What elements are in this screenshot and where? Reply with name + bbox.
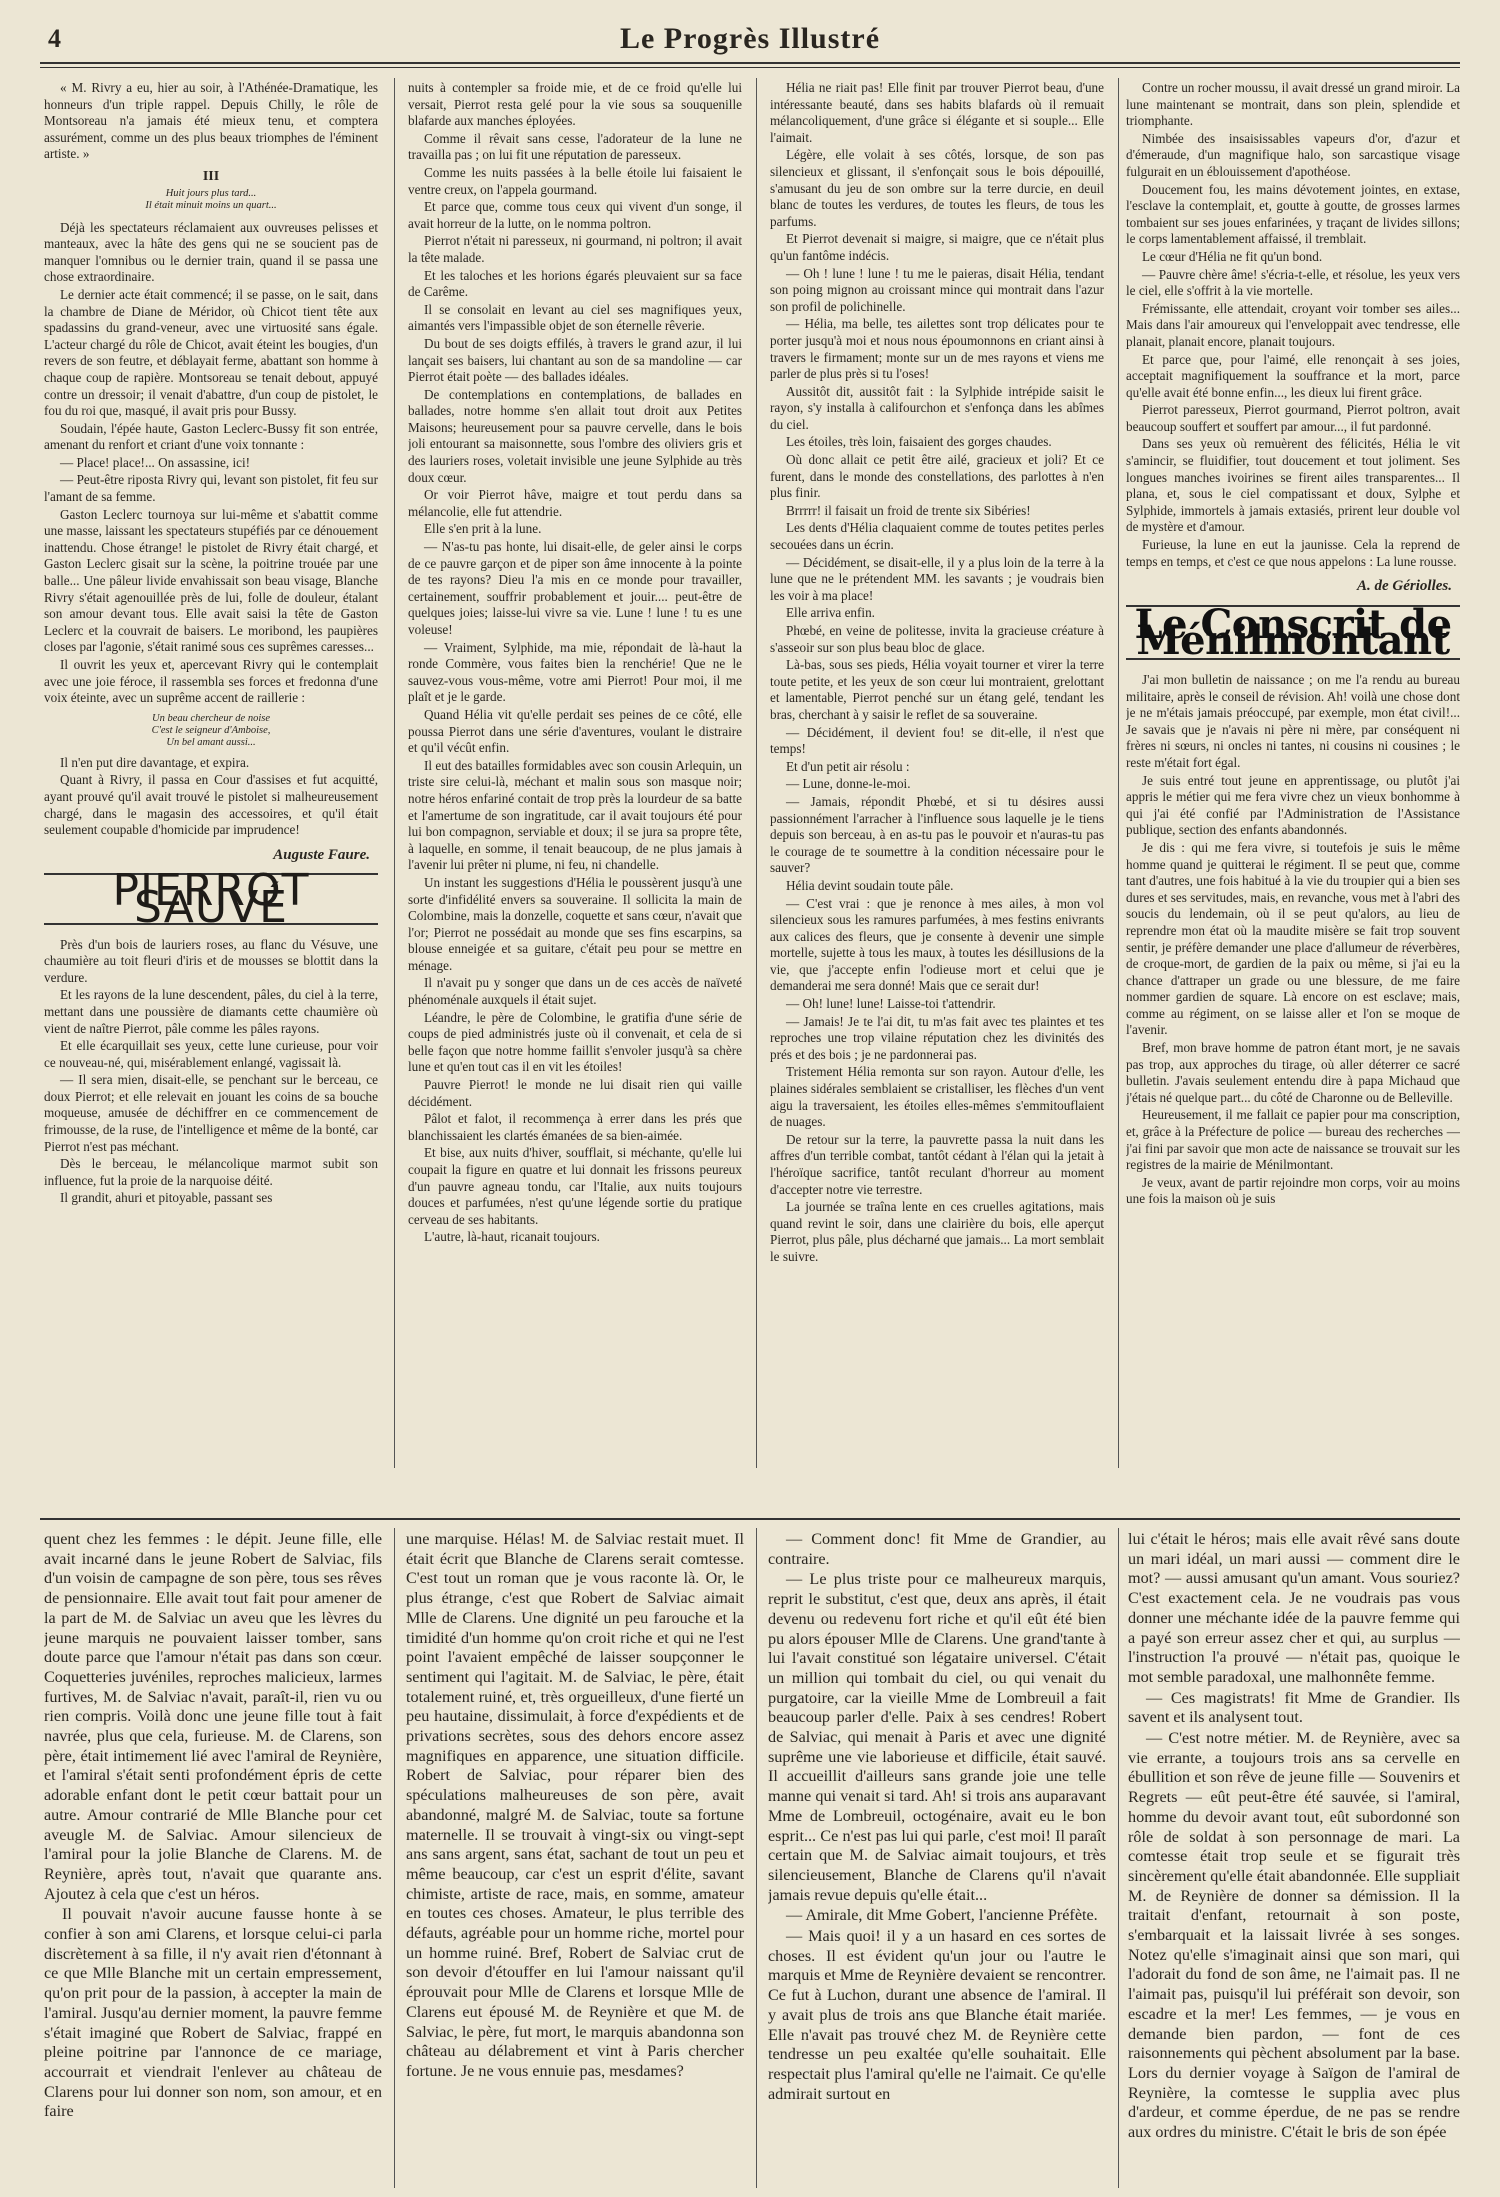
paragraph: Et d'un petit air résolu : (786, 758, 910, 774)
paragraph: Frémissante, elle attendait, croyant voir tomber ses ailes... Mais dans l'air amoureux qui l'enveloppait avec tendresse, elle planait, planait encore, planait toujours. (1126, 300, 1460, 349)
paragraph: Et les taloches et les horions égarés pleuvaient sur sa face de Carême. (408, 267, 742, 300)
paragraph: Il ouvrit les yeux et, apercevant Rivry qui le contemplait avec une joie féroce, il rassembla ses forces et fredonna d'une voix éteinte, avec un suprême accent de raillerie : (44, 657, 378, 706)
paragraph: Il pouvait n'avoir aucune fausse honte à se confier à son ami Clarens, et lorsque celui-ci parla discrètement à sa fille, il n'y avait rien d'étonnant à ce que Mlle Blanche mit un certain empressement, qu'on prit pour de la passion, à accepter la main de l'amiral. Jusqu'au dernier moment, la pauvre femme s'était imaginé que Robert de Salviac, frappé en pleine poitrine par l'annonce de ce mariage, accourrait et viendrait l'enlever au château de Clarens pour lui donner son nom, son amour, et en faire (44, 1905, 382, 2121)
story-title: PIERROT SAUVÉ (112, 865, 310, 933)
paragraph: Pauvre Pierrot! le monde ne lui disait rien qui vaille décidément. (408, 1077, 742, 1109)
paragraph: Les étoiles, très loin, faisaient des gorges chaudes. (786, 434, 1052, 450)
paragraph: Je dis : qui me fera vivre, si toutefois je suis le même homme quand je quitterai le régiment. Il se peut que, comme tant d'autres, une fois habitué à la vie du troupier qui a bien ses dures et ses servitudes, mais, en revanche, vous met à l'abri des soucis du lendemain, où il se peut qu'alors, au lieu de reprendre mon état où la maudite misère se fait trop souvent sentir, je préfère demander une place d'allumeur de réverbères, de croque-mort, de gardien de la paix ou même, si j'ai eu la chance d'attraper un grade ou une blessure, de me faire nommer gardien de square. Là encore on est esclave; mais, comme au régiment, on se laisse aller et l'on se moque de l'avenir. (1126, 839, 1460, 1038)
paragraph: lui c'était le héros; mais elle avait rêvé sans doute un mari idéal, un mari aussi — comment dire le mot? — aussi amusant qu'un amant. Vous souriez? C'est exactement cela. Je ne voudrais pas vous donner une méchante idée de la pauvre femme qui a payé son erreur assez cher et qui, au surplus —l'instruction l'a prouvé — n'était pas, quoique le mot semble paradoxal, une malhonnête femme. (1128, 1530, 1460, 1686)
paragraph: — Hélia, ma belle, tes ailettes sont trop délicates pour te porter jusqu'à moi et nous nous époumonnons en criant ainsi à travers le firmament; monte sur un de mes rayons et viens me parler de plus près si tu l'oses! (770, 316, 1104, 382)
paragraph: Et Pierrot devenait si maigre, si maigre, que ce n'était plus qu'un fantôme indécis. (770, 231, 1104, 263)
paragraph: Elle arriva enfin. (786, 605, 875, 621)
column-divider (394, 1528, 395, 2188)
paragraph: Il grandit, ahuri et pitoyable, passant ses (60, 1190, 273, 1206)
paragraph: — C'est vrai : que je renonce à mes ailes, à mon vol silencieux sous les ramures parfumées, à mes festins enivrants aux calices des fleurs, que je consente à devenir une simple mortelle, sujette à tous les maux, à toutes les désillusions de la vie, que j'accepte enfin l'odieuse mort et celui que je demanderai me sera donné! Mais que ce serait dur! (770, 895, 1104, 994)
lower-column-2 (406, 1530, 744, 2185)
paragraph: Dès le berceau, le mélancolique marmot subit son influence, fut la proie de la narquoise déité. (44, 1156, 378, 1188)
column-divider (756, 1528, 757, 2188)
column-3 (770, 80, 1104, 1465)
paragraph: Contre un rocher moussu, il avait dressé un grand miroir. La lune maintenant se montrait, dans son plein, splendide et triomphante. (1126, 80, 1460, 129)
paragraph: Il n'en put dire davantage, et expira. (60, 754, 250, 770)
paragraph: nuits à contempler sa froide mie, et de ce froid qu'elle lui versait, Pierrot resta gelé pour la vie sous sa souquenille blafarde aux manches éployées. (408, 80, 742, 129)
paragraph: Et elle écarquillait ses yeux, cette lune curieuse, pour voir ce nouveau-né, qui, misérablement enlangé, vagissait là. (44, 1038, 378, 1070)
paragraph: Le cœur d'Hélia ne fit qu'un bond. (1142, 248, 1323, 264)
epigraph-line: Huit jours plus tard... (165, 187, 257, 199)
lower-column-1 (44, 1530, 382, 2185)
column-4 (1126, 80, 1460, 1465)
column-divider (1118, 1528, 1119, 2188)
paragraph: — Peut-être riposta Rivry qui, levant son pistolet, fit feu sur l'amant de sa femme. (44, 472, 378, 505)
paragraph: La journée se traîna lente en ces cruelles agitations, mais quand revint le soir, dans une clairière du bois, elle aperçut Pierrot, plus pâle, plus décharné que jamais... La mort semblait le suivre. (770, 1199, 1104, 1264)
paragraph: — Décidément, se disait-elle, il y a plus loin de la terre à la lune que ne le prétendent MM. les savants ; je voudrais bien les voir à ma place! (770, 554, 1104, 603)
paragraph: Un instant les suggestions d'Hélia le poussèrent jusqu'à une sorte d'infidélité envers sa souveraine. Il sollicita la main de Colombine, mais la donzelle, coquette et sans cœur, n'avait que l'or; Pierrot ne possédait au monde que ses fins escarpins, sa blouse enneigée et sa guitare, c'était peu pour se mettre en ménage. (408, 874, 742, 973)
paragraph: Bref, mon brave homme de patron étant mort, je ne savais pas trop, aux approches du tirage, où aller déterrer ce sacré bulletin. J'avais seulement entendu dire à papa Michaud que j'étais né quelque part... du côté de Charonne ou de Belleville. (1126, 1040, 1460, 1105)
paragraph: Quand Hélia vit qu'elle perdait ses peines de ce côté, elle poussa Pierrot dans une série d'aventures, voulant le distraire et qu'il vécût enfin. (408, 706, 742, 756)
paragraph: Gaston Leclerc tournoya sur lui-même et s'abattit comme une masse, laissant les spectateurs stupéfiés par ce dénouement inattendu. Chose étrange! le pistolet de Rivry était chargé, et Gaston Leclerc gisait sur la scène, la poitrine trouée par une balle... Une pâleur livide envahissait son beau visage, Blanche Rivry s'était agenouillée près de lui, folle de douleur, étalant son amour devant tous. Elle avait saisi la tête de Gaston Leclerc et la couvrait de baisers. Le moribond, les paupières closes par l'agonie, s'était ranimé sous ces suprêmes caresses... (44, 506, 378, 655)
column-divider (1118, 78, 1119, 1468)
paragraph: L'autre, là-haut, ricanait toujours. (424, 1229, 600, 1245)
verse-line: C'est le seigneur d'Amboise, (151, 724, 271, 736)
epigraph-line: Il était minuit moins un quart... (145, 199, 277, 211)
paragraph: Pierrot paresseux, Pierrot gourmand, Pierrot poltron, avait beaucoup souffert et souffert par amour..., il fut pardonné. (1126, 402, 1460, 434)
author-signature: A. de Gériolles. (1357, 578, 1452, 595)
paragraph: Léandre, le père de Colombine, le gratifia d'une série de coups de pied administrés juste où il convenait, et cela de si belle façon que notre homme faillit s'envoler jusqu'à sa chère lune et qu'en tout cas il en vit les étoiles! (408, 1009, 742, 1075)
masthead (40, 18, 1460, 62)
paragraph: Le dernier acte était commencé; il se passe, on le sait, dans la chambre de Diane de Méridor, où Chicot tient tête aux spadassins du grand-veneur, avec une virtuosité sans égale. L'acteur chargé du rôle de Chicot, avait éteint les bougies, d'un revers de son feutre, et déblayait ferme, abattant son homme à chaque coup de rapière. Montsoreau se tenait debout, appuyé contre un dressoir; il venait d'abattre, d'un coup de pistolet, le fou du roi que, masqué, il avait pris pour Bussy. (44, 286, 378, 419)
paragraph: De retour sur la terre, la pauvrette passa la nuit dans les affres d'un terrible combat, tantôt cédant à l'élan qui la jetait à l'héroïque sacrifice, tantôt reculant d'horreur au moment d'accepter notre vie terrestre. (770, 1131, 1104, 1197)
paragraph: Elle s'en prit à la lune. (424, 521, 542, 537)
paragraph: — Pauvre chère âme! s'écria-t-elle, et résolue, les yeux vers le ciel, elle s'offrit à la vie mortelle. (1126, 266, 1460, 299)
section-rule (40, 1518, 1460, 1521)
paragraph: — Amirale, dit Mme Gobert, l'ancienne Préfète. (786, 1906, 1098, 1925)
verse-line: Un beau chercheur de noise (152, 712, 270, 724)
paragraph: Les dents d'Hélia claquaient comme de toutes petites perles secouées dans un écrin. (770, 520, 1104, 553)
paragraph: De contemplations en contemplations, de ballades en ballades, notre homme s'en allait tout droit aux Petites Maisons; heureusement pour sa pauvre cervelle, dans le bois joli entourant sa maisonnette, sous l'ombre des oliviers gris et des lauriers roses, voletait invisible une jeune Sylphide au très doux cœur. (408, 386, 742, 485)
paragraph: Là-bas, sous ses pieds, Hélia voyait tourner et virer la terre toute petite, et les yeux de son cœur lui montraient, grelottant et lamentable, Pierrot penché sur un étang gelé, tendant les bras, cherchant à y saisir le reflet de sa souveraine. (770, 657, 1104, 722)
paragraph: — Ces magistrats! fit Mme de Grandier. Ils savent et ils analysent tout. (1128, 1688, 1460, 1727)
paragraph: Et parce que, pour l'aimé, elle renonçait à ses joies, acceptait magnifiquement la souffrance et la mort, parce qu'elle avait été bonne enfin..., les dieux lui firent grâce. (1126, 351, 1460, 400)
paragraph: Aussitôt dit, aussitôt fait : la Sylphide intrépide saisit le rayon, s'y installa à califourchon et s'enfonça dans les abîmes du ciel. (770, 383, 1104, 432)
story-title: Le Conscrit de Ménilmontant (1134, 600, 1452, 665)
paragraph: Je veux, avant de partir rejoindre mon corps, voir au moins une fois la maison où je suis (1126, 1174, 1460, 1207)
paragraph: Légère, elle volait à ses côtés, lorsque, de son pas silencieux et glissant, il s'enfonçait sous le bois dépouillé, s'amusant du jeu de son ombre sur la terre durcie, en deuil blanc de toutes les verdures, de toutes les fleurs, de tous les parfums. (770, 147, 1104, 229)
paragraph: Quant à Rivry, il passa en Cour d'assises et fut acquitté, ayant prouvé qu'il avait trouvé le pistolet si malheureusement chargé, dans le magasin des accessoires, et qu'il était seulement coupable d'homicide par imprudence! (44, 772, 378, 838)
paragraph: Et bise, aux nuits d'hiver, soufflait, si méchante, qu'elle lui coupait la figure en quatre et lui donnait les frissons peureux d'un pauvre agneau tondu, car l'Italie, aux nuits toujours douces et parfumées, n'est qu'une légende sortie du pratique cerveau de ses habitants. (408, 1145, 742, 1227)
paragraph: Furieuse, la lune en eut la jaunisse. Cela la reprend de temps en temps, et c'est ce que nous appelons : La lune rousse. (1126, 537, 1460, 569)
story-title-block (44, 865, 378, 933)
paragraph: Du bout de ses doigts effilés, à travers le grand azur, il lui lançait ses baisers, lui chantant au son de sa mandoline — car Pierrot était poète — des ballades idéales. (408, 335, 742, 385)
epigraph (44, 188, 378, 212)
paragraph: Près d'un bois de lauriers roses, au flanc du Vésuve, une chaumière au toit fleuri d'iris et de mousses se blottit dans la verdure. (44, 936, 378, 985)
paragraph: — Lune, donne-le-moi. (786, 776, 911, 792)
paragraph: Hélia ne riait pas! Elle finit par trouver Pierrot beau, d'une intéressante beauté, dans ses habits blafards où il remuait mélancoliquement, d'une grâce si élégante et si souple... Elle l'aimait. (770, 80, 1104, 145)
lower-column-4 (1128, 1530, 1460, 2185)
paragraph: Tristement Hélia remonta sur son rayon. Autour d'elle, les plaines sidérales semblaient se cristalliser, les flèches d'un vent aigu la traversaient, les étoiles elles-mêmes s'emmitouflaient de nuages. (770, 1064, 1104, 1130)
paragraph: — Vraiment, Sylphide, ma mie, répondait de là-haut la ronde Commère, vous faites bien la renchérie! Que ne le sauvez-vous vous-même, votre ami Pierrot! Pour moi, il me plaît et je le garde. (408, 639, 742, 705)
masthead-rule (40, 62, 1460, 68)
paragraph: quent chez les femmes : le dépit. Jeune fille, elle avait incarné dans le jeune Robert de Salviac, fils d'un voisin de campagne de son père, tous ses rêves de pensionnaire. Elle avait tout fait pour amener de la part de M. de Salviac un aveu que les lèvres du jeune marquis ne pouvaient laisser tomber, sans doute parce que l'amour n'était pas dans son cœur. Coquetteries juvéniles, reproches malicieux, larmes furtives, M. de Salviac n'avait, paraît-il, rien vu ou rien compris. Voilà donc une jeune fille tout à fait navrée, plus que cela, furieuse. M. de Clarens, son père, était intimement lié avec l'amiral de Reynière, et l'amiral s'était senti profondément épris de cette adorable enfant dont le petit cœur battait pour un autre. Amour contrarié de Mlle Blanche pour cet aveugle M. de Salviac. Amour silencieux de l'amiral pour la jolie Blanche de Clarens. M. de Reynière, après tout, n'avait que quarante ans. Ajoutez à cela que c'est un héros. (44, 1530, 382, 1903)
paragraph: — Oh! lune! lune! Laisse-toi t'attendrir. (786, 996, 996, 1012)
paragraph: Déjà les spectateurs réclamaient aux ouvreuses pelisses et manteaux, avec la hâte des gens qui ne se soucient pas de manquer l'omnibus ou le dernier train, quand il se passa une chose extraordinaire. (44, 219, 378, 285)
paragraph: Il n'avait pu y songer que dans un de ces accès de naïveté phénoménale auxquels il était sujet. (408, 975, 742, 1008)
paragraph: Phœbé, en veine de politesse, invita la gracieuse créature à s'asseoir sur son plus beau bloc de glace. (770, 623, 1104, 655)
paragraph: Il se consolait en levant au ciel ses magnifiques yeux, aimantés vers l'impassible objet de son éternelle rêverie. (408, 301, 742, 334)
paragraph: Où donc allait ce petit être ailé, gracieux et joli? Et ce furent, dans le monde des constellations, des parlottes à n'en plus finir. (770, 452, 1104, 501)
paragraph: — Place! place!... On assassine, ici! (60, 454, 251, 470)
paragraph: — Mais quoi! il y a un hasard en ces sortes de choses. Il est évident qu'un jour ou l'autre le marquis et Mme de Reynière devaient se rencontrer. Ce fut à Luchon, durant une absence de l'amiral. Il y avait plus de trois ans que Blanche était mariée. Elle n'avait pas trouvé chez M. de Reynière cette tendresse un peu exaltée qu'elle souhaitait. Elle respectait plus l'amiral qu'elle ne l'aimait. Ce qu'elle admirait surtout en (768, 1927, 1106, 2103)
paragraph: Comme il rêvait sans cesse, l'adorateur de la lune ne travailla pas ; on lui fit une réputation de paresseux. (408, 130, 742, 163)
story-title-block (1126, 600, 1460, 665)
paragraph: J'ai mon bulletin de naissance ; on me l'a rendu au bureau militaire, après le conseil de révision. Ah! voilà une chose dont je ne m'étais jamais préoccupé, par exemple, mon état civil!... Je savais que je n'avais ni père ni mère, par conséquent ni frères ni sœurs, ni oncles ni tantes, ni cousins ni cousines ; le reste m'était fort égal. (1126, 672, 1460, 770)
verse-line: Un bel amant aussi... (166, 736, 256, 748)
paragraph: Hélia devint soudain toute pâle. (786, 877, 954, 893)
paragraph: « M. Rivry a eu, hier au soir, à l'Athénée-Dramatique, les honneurs d'un triple rappel. Depuis Chilly, le rôle de Montsoreau n'a jamais été mieux tenu, et comptera assurément, comme un des plus beaux triomphes de l'éminent artiste. » (44, 80, 378, 162)
paragraph: — N'as-tu pas honte, lui disait-elle, de geler ainsi le corps de ce pauvre garçon et de piper son âme innocente à la pointe de tes rayons? Dieu l'a mis en ce monde pour travailler, certainement, souffrir probablement et jouir.... peut-être de quelques joies; laisse-lui vivre sa vie. Lune ! lune ! tu es une voleuse! (408, 539, 742, 637)
column-divider (394, 78, 395, 1468)
paragraph: Comme les nuits passées à la belle étoile lui faisaient le ventre creux, on l'appela gourmand. (408, 164, 742, 197)
paragraph: Soudain, l'épée haute, Gaston Leclerc-Bussy fit son entrée, amenant du renfort et criant d'une voix tonnante : (44, 420, 378, 453)
paragraph: une marquise. Hélas! M. de Salviac restait muet. Il était écrit que Blanche de Clarens serait comtesse. C'est tout un roman que je vous raconte là. Or, le plus étrange, c'est que Robert de Salviac aimait Mlle de Clarens. Une dignité un peu farouche et la timidité d'un homme qu'on croit riche et qui ne l'est point l'avaient empêché de laisser soupçonner le sentiment qui l'agitait. M. de Salviac, le père, était totalement ruiné, et, très orgueilleux, d'une fierté un peu hautaine, dissimulait, à force d'expédients et de privations secrètes, sous des dehors encore assez magnifiques en apparence, une situation difficile. Robert de Salviac, pour réparer bien des spéculations malheureuses de son père, avait abandonné, malgré M. de Salviac, toute sa fortune maternelle. Il se trouvait à vingt-six ou vingt-sept ans sans argent, sans état, sachant de tout un peu et même beaucoup, car c'est un esprit d'élite, savant chimiste, artiste de race, mais, en somme, amateur en toutes ces choses. Amateur, le plus terrible des défauts, agréable pour un homme riche, mortel pour un homme ruiné. Bref, Robert de Salviac crut de son devoir d'étouffer en lui l'amour naissant qu'il éprouvait pour Mlle de Clarens et lorsque Mlle de Clarens eut épousé M. de Reynière et que M. de Salviac, le père, fut mort, le marquis abandonna son château au délabrement et vint à Paris chercher fortune. Je ne vous ennuie pas, mesdames? (406, 1530, 744, 2080)
paragraph: Pierrot n'était ni paresseux, ni gourmand, ni poltron; il avait la tête malade. (408, 233, 742, 265)
paragraph: Pâlot et falot, il recommença à errer dans les prés que blanchissaient les clartés émanées de sa bien-aimée. (408, 1111, 742, 1143)
paragraph: — Le plus triste pour ce malheureux marquis, reprit le substitut, c'est que, deux ans après, il était devenu ou redevenu fort riche et qu'il eût été bien pu alors épouser Mlle de Clarens. Une grand'tante à lui l'avait constitué son légataire universel. C'était un million qui tombait du ciel, ou qui venait du purgatoire, car la vieille Mme de Lombreuil a fait beaucoup parler d'elle. Paix à ses cendres! Robert de Salviac, qui menait à Paris et avec une dignité suprême une vie laborieuse et difficile, était sauvé. Il accueillit d'ailleurs sans grande joie une telle manne qui venait si tard. Ah! si trois ans auparavant Mme de Lombreuil, octogénaire, avait eu le bon esprit... Ce n'est pas lui qui parle, c'est moi! Il paraît certain que M. de Salviac aimait toujours, et très silencieusement, Blanche de Clarens qu'il n'avait jamais revue depuis qu'elle était... (768, 1570, 1106, 1904)
paragraph: — Oh ! lune ! lune ! tu me le paieras, disait Hélia, tendant son poing mignon au croissant mince qui montrait dans l'azur son profil de polichinelle. (770, 265, 1104, 314)
paragraph: — Jamais! Je te l'ai dit, tu m'as fait avec tes plaintes et tes reproches une trop vilaine réputation chez les divinités des prés et des bois ; je ne pardonnerai pas. (770, 1013, 1104, 1062)
paragraph: — Comment donc! fit Mme de Grandier, au contraire. (768, 1530, 1106, 1568)
paragraph: Brrrrr! il faisait un froid de trente six Sibéries! (786, 502, 1031, 518)
paragraph: Il eut des batailles formidables avec son cousin Arlequin, un triste sire celui-là, méchant et malin sous son masque noir; notre héros enfariné contait de trop près la lourdeur de sa batte et l'amertume de son ingratitude, car il avait toujours été pour lui bon compagnon, serviable et doux; il se jura sa propre tête, à laquelle, en somme, il tenait beaucoup, de ne plus jamais à l'avenir lui prêter ni plume, ni feu, ni chandelle. (408, 757, 742, 873)
paragraph: — Décidément, il devient fou! se dit-elle, il n'est que temps! (770, 724, 1104, 757)
paragraph: Heureusement, il me fallait ce papier pour ma conscription, et, grâce à la Préfecture de police — bureau des recherches — j'ai fini par savoir que mon acte de naissance se trouvait sur les registres de la mairie de Ménilmontant. (1126, 1107, 1460, 1173)
paragraph: Doucement fou, les mains dévotement jointes, en extase, l'esclave la contemplait, et, goutte à goutte, de grosses larmes tombaient sur ses joues enfarinées, y traçant de livides sillons; le corps lamentablement affaissé, il tremblait. (1126, 181, 1460, 247)
paragraph: — C'est notre métier. M. de Reynière, avec sa vie errante, a toujours trois ans sa cervelle en ébullition et son rêve de jeune fille — Souvenirs et Regrets — eût peut-être été sauvée, si l'amiral, homme du devoir avant tout, eût subordonné son rôle de soldat à son personnage de mari. La comtesse était trop seule et se figurait très sincèrement qu'elle était abandonnée. Elle suppliait M. de Reynière de donner sa démission. Il la traitait d'enfant, retournait à son poste, s'embarquait et la laissait livrée à ses songes. Notez qu'elle s'imaginait ainsi que son mari, qui l'adorait du fond de son âme, ne l'aimait pas. Il ne l'aimait pas, puisqu'il lui préférait son devoir, son escadre et la mer! Les femmes, — je vous en demande bien pardon, — font de ces raisonnements qui pèchent absolument par la base. Lors du dernier voyage à Saïgon de l'amiral de Reynière, la comtesse le supplia avec plus d'ardeur, et comme éperdue, de ne pas se rendre aux ordres du ministre. C'était le bris de son épée (1128, 1729, 1460, 2142)
column-1 (44, 80, 378, 1465)
paragraph: — Il sera mien, disait-elle, se penchant sur le berceau, ce doux Pierrot; et elle relevait en jouant les coins de sa bouche moqueuse, amusée de déchiffrer en ce commencement de frimousse, de la ruse, de l'intelligence et même de la bonté, car Pierrot n'est pas méchant. (44, 1072, 378, 1154)
verse (44, 713, 378, 749)
column-divider (756, 78, 757, 1468)
paragraph: Et les rayons de la lune descendent, pâles, du ciel à la terre, mettant dans une poussière de diamants cette chaumière où vient de naître Pierrot, pâle comme les pâles rayons. (44, 987, 378, 1036)
paragraph: Et parce que, comme tous ceux qui vivent d'un songe, il avait horreur de la lutte, on le nomma poltron. (408, 199, 742, 231)
page-number: 4 (48, 24, 61, 53)
column-2 (408, 80, 742, 1465)
lower-column-3 (768, 1530, 1106, 2185)
paragraph: Nimbée des insaisissables vapeurs d'or, d'azur et d'émeraude, d'un magnifique halo, son sarcastique visage fulgurait en un éblouissement d'apothéose. (1126, 130, 1460, 179)
author-signature: Auguste Faure. (273, 846, 370, 863)
newspaper-title: Le Progrès Illustré (619, 22, 881, 55)
section-number: III (202, 168, 220, 184)
paragraph: Je suis entré tout jeune en apprentissage, ou plutôt j'ai appris le métier qui me fera vivre chez un vieux bonhomme à qui j'ai été confié par l'Administration de l'Assistance publique, section des enfants abandonnés. (1126, 772, 1460, 838)
paragraph: Dans ses yeux où remuèrent des félicités, Hélia le vit s'amincir, se fluidifier, tout doucement et tout joliment. Ses longues manches ivoirines se firent ailes transparentes... Il plana, et, sous le ciel compatissant et doux, Sylphe et Sylphide, immortels à jamais extasiés, prirent leur double vol de mystère et d'amour. (1126, 436, 1460, 535)
paragraph: Or voir Pierrot hâve, maigre et tout perdu dans sa mélancolie, elle fut attendrie. (408, 487, 742, 519)
paragraph: — Jamais, répondit Phœbé, et si tu désires aussi passionnément l'arracher à l'influence sous laquelle je le tiens depuis son berceau, à en as-tu pas le pouvoir et n'auras-tu pas le courage de te soumettre à la condition nécessaire pour le sauver? (770, 793, 1104, 876)
